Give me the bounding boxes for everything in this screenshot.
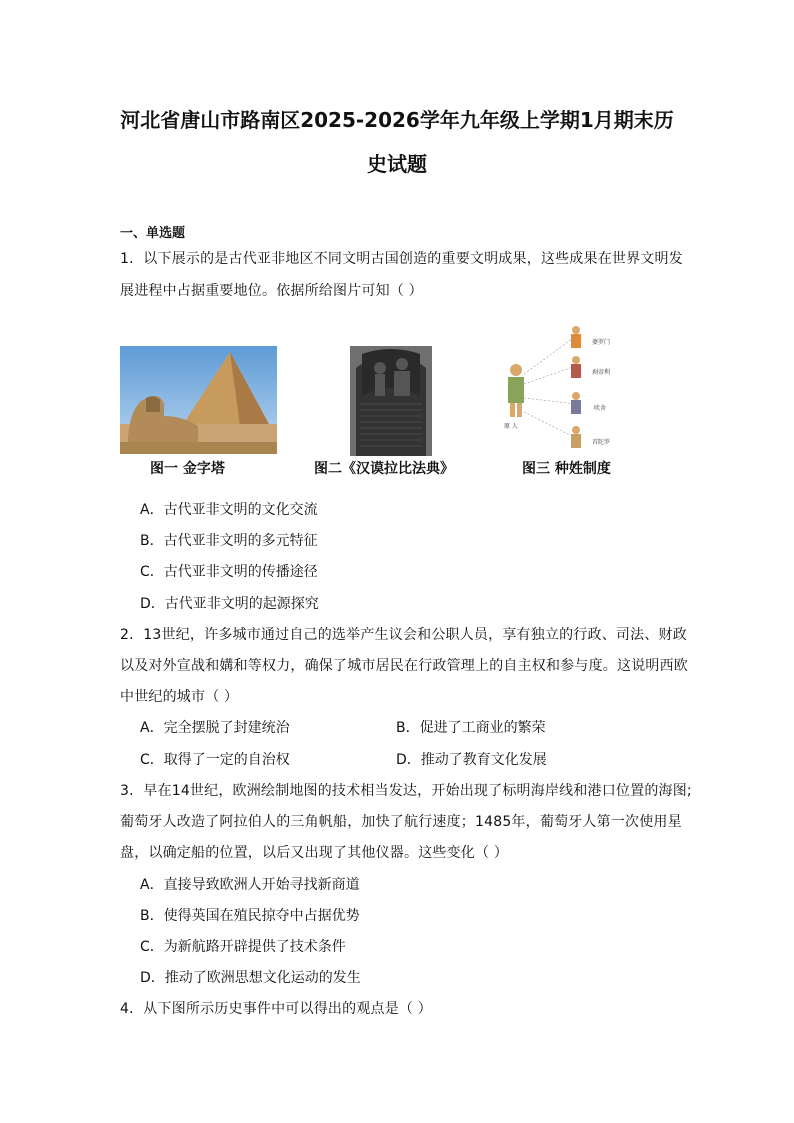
q2-stem-line-2: 以及对外宣战和媾和等权力，确保了城市居民在行政管理上的自主权和参与度。这说明西欧 xyxy=(120,658,688,674)
q2-option-a: A．完全摆脱了封建统治 xyxy=(140,720,290,736)
caste-label-kshatriya: 刹帝利 xyxy=(592,369,611,376)
q3-option-d: D．推动了欧洲思想文化运动的发生 xyxy=(140,970,361,986)
q1-option-a: A．古代亚非文明的文化交流 xyxy=(140,502,318,518)
q3-option-c: C．为新航路开辟提供了技术条件 xyxy=(140,939,346,955)
q3-stem-line-1: 3．早在14世纪，欧洲绘制地图的技术相当发达，开始出现了标明海岸线和港口位置的海图; xyxy=(120,783,692,799)
q1-option-b: B．古代亚非文明的多元特征 xyxy=(140,533,318,549)
caste-label-vaishya: 吠舍 xyxy=(594,405,607,412)
q3-stem-line-3: 盘，以确定船的位置，以后又出现了其他仪器。这些变化（ ） xyxy=(120,845,509,861)
q2-stem-line-3: 中世纪的城市（ ） xyxy=(120,689,239,705)
exam-title-line-2: 史试题 xyxy=(367,152,427,176)
pyramid-sphinx-image xyxy=(120,346,277,454)
q3-option-a: A．直接导致欧洲人开始寻找新商道 xyxy=(140,877,360,893)
exam-title-line-1: 河北省唐山市路南区2025-2026学年九年级上学期1月期末历 xyxy=(120,108,674,132)
q1-option-d: D．古代亚非文明的起源探究 xyxy=(140,596,319,612)
q3-stem-line-2: 葡萄牙人改造了阿拉伯人的三角帆船，加快了航行速度；1485年，葡萄牙人第一次使用星 xyxy=(120,814,682,830)
caste-label-origin: 原 人 xyxy=(504,423,518,430)
figure-2-caption: 图二《汉谟拉比法典》 xyxy=(314,461,454,477)
figure-3-caption: 图三 种姓制度 xyxy=(522,461,611,477)
q2-option-c: C．取得了一定的自治权 xyxy=(140,752,290,768)
figure-1-caption: 图一 金字塔 xyxy=(150,461,225,477)
q4-stem-line-1: 4．从下图所示历史事件中可以得出的观点是（ ） xyxy=(120,1001,432,1017)
q2-stem-line-1: 2．13世纪，许多城市通过自己的选举产生议会和公职人员，享有独立的行政、司法、财政 xyxy=(120,627,687,643)
caste-label-shudra: 首陀罗 xyxy=(592,439,611,446)
caste-system-diagram xyxy=(494,322,624,456)
q2-option-b: B．促进了工商业的繁荣 xyxy=(396,720,546,736)
q1-option-c: C．古代亚非文明的传播途径 xyxy=(140,564,318,580)
caste-label-brahmin: 婆罗门 xyxy=(592,339,611,346)
q1-stem-line-2: 展进程中占据重要地位。依据所给图片可知（ ） xyxy=(120,283,423,299)
q2-option-d: D．推动了教育文化发展 xyxy=(396,752,547,768)
section-heading: 一、单选题 xyxy=(120,226,186,241)
q3-option-b: B．使得英国在殖民掠夺中占据优势 xyxy=(140,908,360,924)
q1-stem-line-1: 1．以下展示的是古代亚非地区不同文明古国创造的重要文明成果，这些成果在世界文明发 xyxy=(120,251,683,267)
hammurabi-stele-image xyxy=(350,346,432,456)
